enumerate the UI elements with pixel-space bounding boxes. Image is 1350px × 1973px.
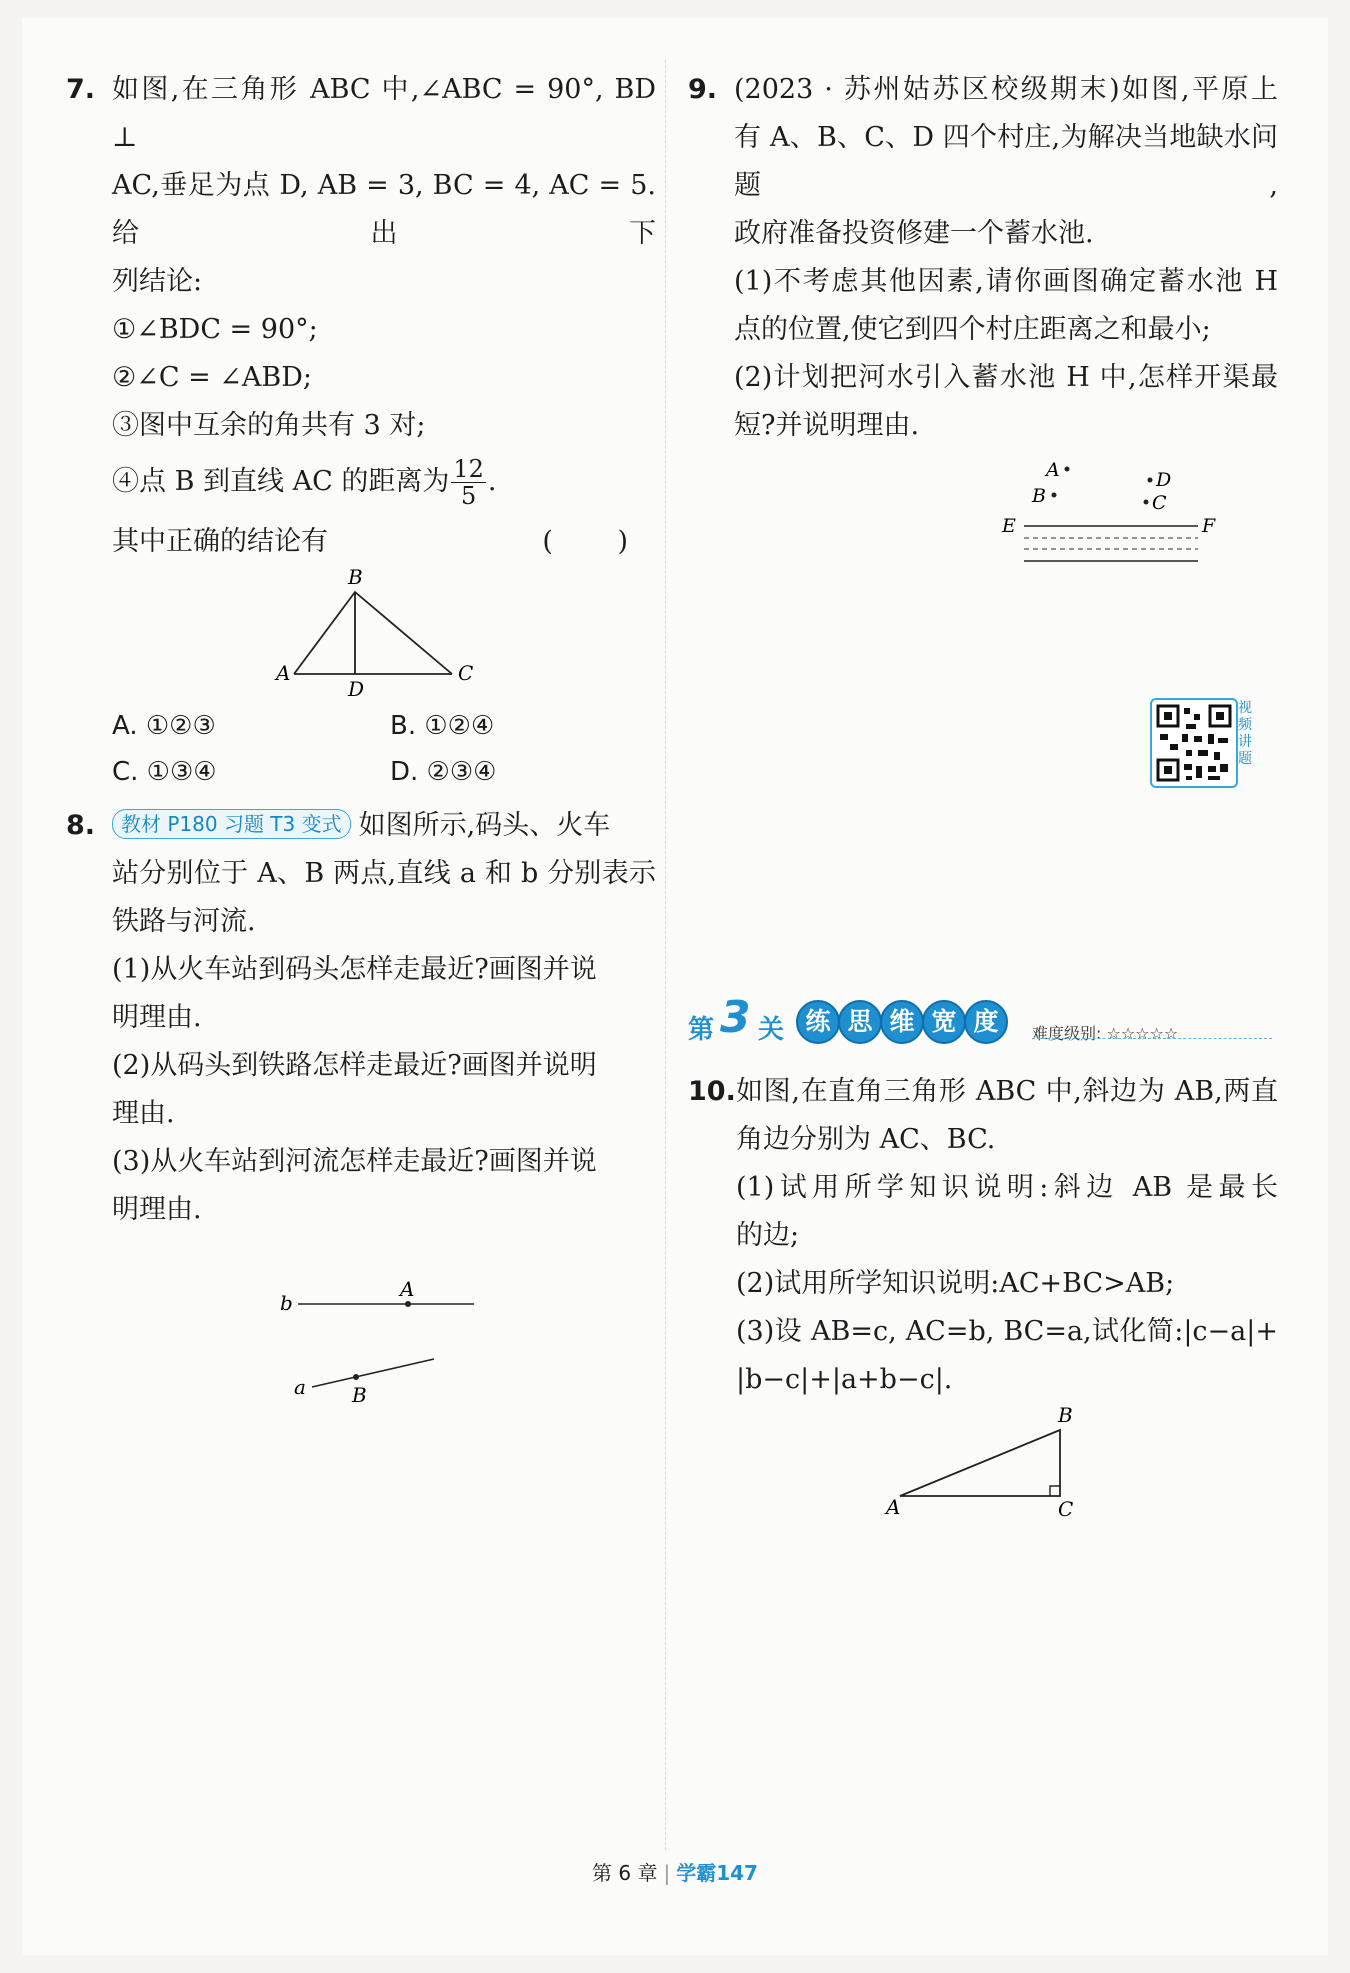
q9-line-1: (2023 · 苏州姑苏区校级期末)如图,平原上 [734, 74, 1278, 105]
choice-b[interactable]: B. ①②④ [390, 711, 495, 741]
section-title [796, 1000, 1006, 1044]
q8-line-1-text: 如图所示,码头、火车 [358, 810, 611, 841]
choice-c[interactable]: C. ①③④ [112, 757, 217, 787]
q10-part-3b: |b−c|+|a+b−c|. [736, 1364, 953, 1395]
label-a: A [276, 661, 291, 685]
section-prefix: 第 [688, 1015, 715, 1045]
q7-conclusion-4-end: . [487, 466, 497, 497]
page-footer [0, 1857, 1350, 1886]
q9-part-1a: (1)不考虑其他因素,请你画图确定蓄水池 H [734, 266, 1278, 297]
section-title-char: 练 [796, 1000, 840, 1044]
label-f: F [1202, 515, 1216, 537]
section-number: 3 [720, 992, 751, 1043]
q7-choices [112, 696, 656, 792]
section-title-char: 维 [880, 1000, 924, 1044]
label-d: D [1156, 469, 1172, 491]
label-b-line: b [280, 1291, 293, 1315]
label-a: A [1046, 459, 1060, 481]
q10-part-3a: (3)设 AB=c, AC=b, BC=a,试化简:|c−a|+ [736, 1316, 1278, 1347]
qr-code-icon [1152, 700, 1236, 786]
q9-line-2: 有 A、B、C、D 四个村庄,为解决当地缺水问题, [734, 122, 1278, 201]
q8-line-1 [112, 802, 656, 850]
fraction-denominator: 5 [460, 482, 477, 510]
question-number: 10. [688, 1076, 736, 1107]
label-b: B [1032, 485, 1046, 507]
column-divider [665, 60, 666, 1850]
right-column [688, 66, 1278, 580]
q7-conclusion-4 [112, 450, 656, 514]
q8-part-1a: (1)从火车站到码头怎样走最近?画图并说 [112, 954, 597, 985]
q7-line-2: AC,垂足为点 D, AB = 3, BC = 4, AC = 5.给出下 [112, 170, 656, 249]
label-a: A [886, 1495, 901, 1519]
section-title-char: 思 [838, 1000, 882, 1044]
label-b: B [348, 566, 363, 589]
page-number: 147 [716, 1861, 758, 1885]
village-d [1148, 478, 1153, 483]
label-c: C [1152, 492, 1167, 514]
right-column-lower [688, 992, 1278, 1524]
question-9 [688, 66, 1278, 580]
q7-conclusion-4-text: ④点 B 到直线 AC 的距离为 [112, 466, 450, 497]
right-triangle [900, 1430, 1060, 1496]
q7-triangle-figure [112, 566, 656, 696]
q10-part-1b: 的边; [736, 1220, 800, 1251]
qr-code[interactable] [1150, 698, 1238, 788]
q7-line-3: 列结论: [112, 266, 203, 297]
q8-lines-figure [112, 1234, 656, 1414]
q8-line-3: 铁路与河流. [112, 906, 256, 937]
label-c: C [1058, 1497, 1074, 1521]
section-header [688, 992, 1278, 1058]
q8-part-3b: 明理由. [112, 1194, 202, 1225]
q7-conclusion-3: ③图中互余的角共有 3 对; [112, 410, 426, 441]
q8-part-2b: 理由. [112, 1098, 175, 1129]
question-number: 8. [66, 810, 96, 841]
triangle-sides [294, 592, 452, 674]
q8-part-3a: (3)从火车站到河流怎样走最近?画图并说 [112, 1146, 597, 1177]
q9-part-2a: (2)计划把河水引入蓄水池 H 中,怎样开渠最 [734, 362, 1278, 393]
q10-part-2: (2)试用所学知识说明:AC+BC>AB; [736, 1268, 1175, 1299]
q10-part-1a: (1)试用所学知识说明:斜边 AB 是最长 [736, 1172, 1278, 1203]
question-8 [66, 802, 656, 1414]
section-title-char: 度 [964, 1000, 1008, 1044]
line-a-railway [312, 1359, 434, 1387]
brand-name: 学霸 [676, 1861, 717, 1885]
choice-d[interactable]: D. ②③④ [390, 757, 497, 787]
q9-villages-figure [734, 450, 1278, 580]
point-a [405, 1301, 411, 1307]
q9-line-3: 政府准备投资修建一个蓄水池. [734, 218, 1094, 249]
section-suffix: 关 [758, 1015, 785, 1045]
right-angle-mark [1050, 1486, 1060, 1496]
fraction-numerator: 12 [453, 455, 484, 483]
q7-conclusion-2: ②∠C = ∠ABD; [112, 362, 312, 393]
difficulty-rating: 难度级别: ☆☆☆☆☆ [1032, 1024, 1179, 1043]
q9-part-1b: 点的位置,使它到四个村庄距离之和最小; [734, 314, 1211, 345]
q10-line-1: 如图,在直角三角形 ABC 中,斜边为 AB,两直 [736, 1076, 1278, 1107]
left-column [66, 66, 656, 1414]
q8-line-2: 站分别位于 A、B 两点,直线 a 和 b 分别表示 [112, 858, 656, 889]
q9-part-2b: 短?并说明理由. [734, 410, 920, 441]
question-number: 9. [688, 74, 718, 105]
q7-conclusion-1: ①∠BDC = 90°; [112, 314, 318, 345]
village-b [1052, 493, 1057, 498]
label-d: D [348, 677, 365, 696]
question-10 [688, 1068, 1278, 1524]
question-7 [66, 66, 656, 792]
q10-line-2: 角边分别为 AC、BC. [736, 1124, 996, 1155]
label-b-point: B [352, 1383, 367, 1407]
q7-prompt: 其中正确的结论有 [112, 526, 328, 557]
textbook-tag: 教材 P180 习题 T3 变式 [112, 809, 351, 839]
village-c [1144, 500, 1149, 505]
answer-blank: ( ) [542, 526, 656, 557]
label-e: E [1002, 515, 1016, 537]
label-a-line: a [294, 1375, 306, 1399]
section-title-char: 宽 [922, 1000, 966, 1044]
label-b: B [1058, 1404, 1073, 1427]
section-arrow [1032, 1038, 1272, 1039]
q7-line-1: 如图,在三角形 ABC 中,∠ABC = 90°, BD ⊥ [112, 74, 656, 153]
footer-separator: | [663, 1861, 671, 1885]
fraction [451, 456, 486, 509]
qr-label: 视频讲题 [1238, 700, 1252, 767]
q8-part-2a: (2)从码头到铁路怎样走最近?画图并说明 [112, 1050, 597, 1081]
q8-part-1b: 明理由. [112, 1002, 202, 1033]
q7-prompt-line [112, 518, 656, 566]
choice-a[interactable]: A. ①②③ [112, 711, 216, 741]
label-c: C [458, 661, 474, 685]
question-number: 7. [66, 74, 96, 105]
label-a-point: A [400, 1277, 415, 1301]
point-b [353, 1374, 359, 1380]
chapter-label: 第 6 章 [592, 1861, 658, 1885]
q10-right-triangle-figure [736, 1404, 1278, 1524]
village-a [1065, 467, 1070, 472]
